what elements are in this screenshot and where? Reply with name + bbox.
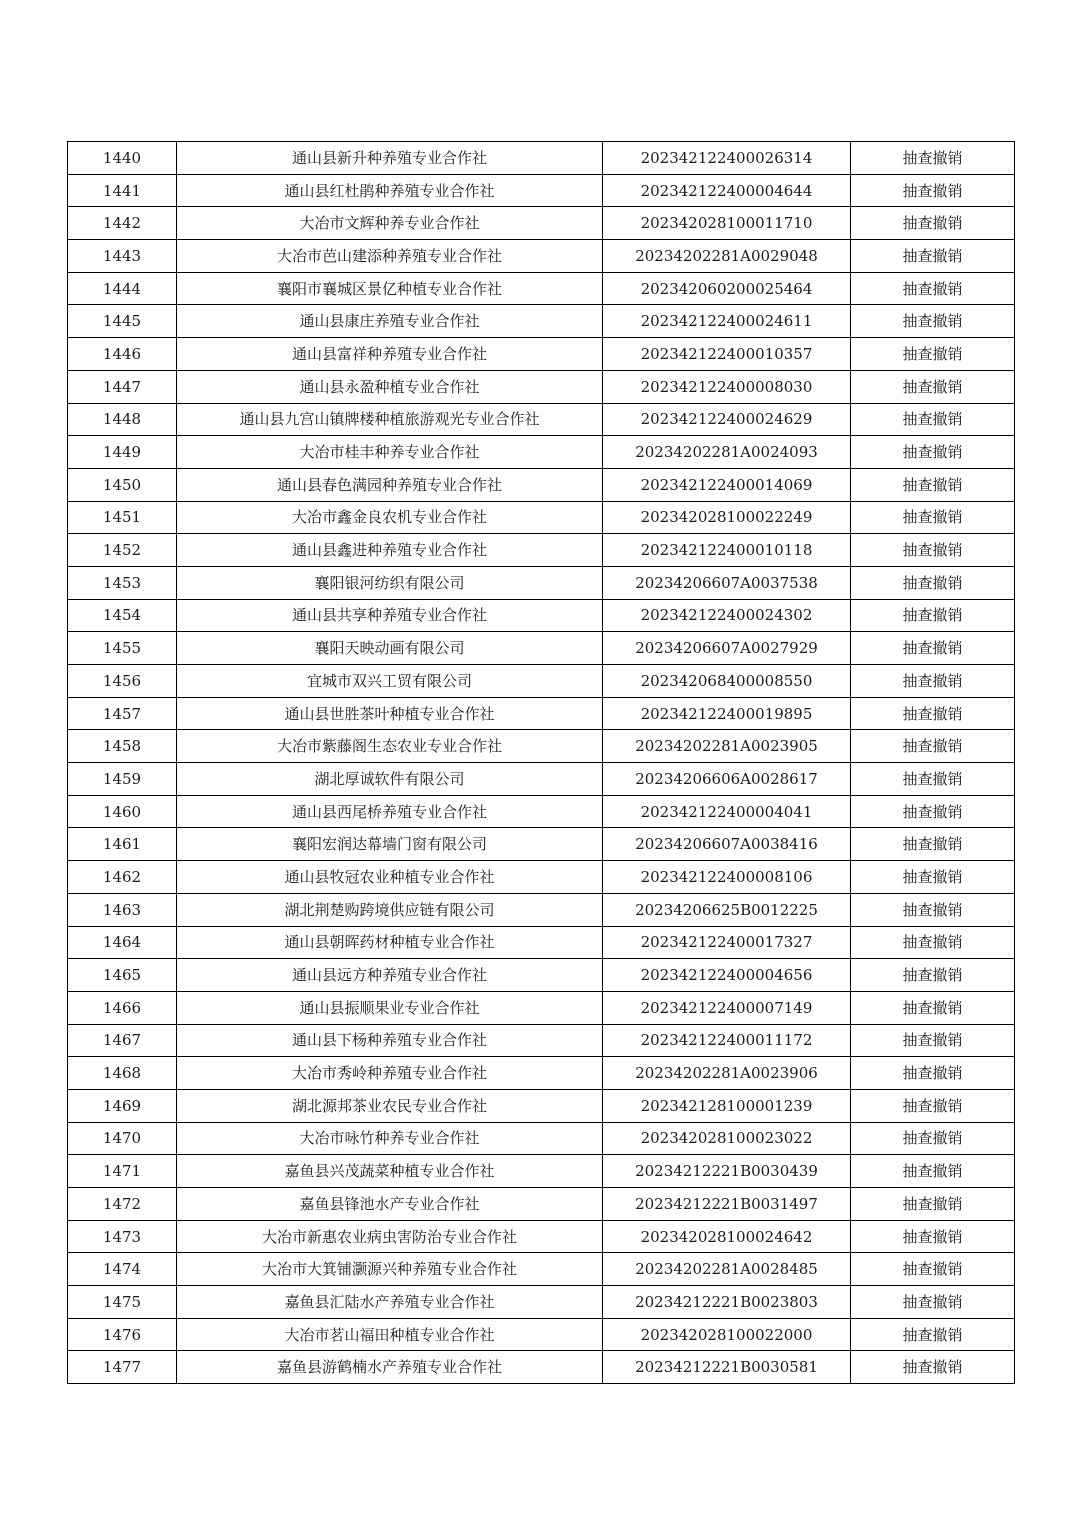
table-row (68, 828, 1015, 861)
entity-name-cell: 宜城市双兴工贸有限公司 (177, 665, 603, 698)
status-cell: 抽查撤销 (851, 763, 1015, 796)
entity-name-cell: 大冶市芭山建添种养殖专业合作社 (177, 240, 603, 273)
entity-name-cell: 通山县下杨种养殖专业合作社 (177, 1024, 603, 1057)
entity-name-cell: 大冶市紫藤阁生态农业专业合作社 (177, 730, 603, 763)
status-cell: 抽查撤销 (851, 697, 1015, 730)
entity-name-cell: 嘉鱼县兴茂蔬菜种植专业合作社 (177, 1155, 603, 1188)
registration-code-cell: 20234202281A0028485 (603, 1253, 851, 1286)
table-row (68, 436, 1015, 469)
row-number-cell: 1471 (68, 1155, 177, 1188)
row-number-cell: 1469 (68, 1089, 177, 1122)
registration-code-cell: 202342122400004644 (603, 174, 851, 207)
table-row (68, 1318, 1015, 1351)
entity-name-cell: 大冶市秀岭种养殖专业合作社 (177, 1057, 603, 1090)
status-cell: 抽查撤销 (851, 599, 1015, 632)
registration-code-cell: 202342122400017327 (603, 926, 851, 959)
entity-name-cell: 通山县新升种养殖专业合作社 (177, 142, 603, 175)
registration-code-cell: 20234202281A0024093 (603, 436, 851, 469)
entity-name-cell: 通山县振顺果业专业合作社 (177, 991, 603, 1024)
row-number-cell: 1462 (68, 861, 177, 894)
entity-name-cell: 大冶市文辉种养专业合作社 (177, 207, 603, 240)
row-number-cell: 1440 (68, 142, 177, 175)
status-cell: 抽查撤销 (851, 207, 1015, 240)
status-cell: 抽查撤销 (851, 1057, 1015, 1090)
status-cell: 抽查撤销 (851, 468, 1015, 501)
table-row (68, 240, 1015, 273)
entity-name-cell: 襄阳宏润达幕墙门窗有限公司 (177, 828, 603, 861)
table-row (68, 1057, 1015, 1090)
row-number-cell: 1448 (68, 403, 177, 436)
status-cell: 抽查撤销 (851, 1122, 1015, 1155)
registration-code-cell: 202342122400004041 (603, 795, 851, 828)
entity-name-cell: 湖北源邦茶业农民专业合作社 (177, 1089, 603, 1122)
table-row (68, 893, 1015, 926)
table-row (68, 1122, 1015, 1155)
status-cell: 抽查撤销 (851, 142, 1015, 175)
row-number-cell: 1466 (68, 991, 177, 1024)
registration-code-cell: 202342122400011172 (603, 1024, 851, 1057)
registration-code-cell: 20234212221B0023803 (603, 1286, 851, 1319)
status-cell: 抽查撤销 (851, 501, 1015, 534)
status-cell: 抽查撤销 (851, 338, 1015, 371)
row-number-cell: 1444 (68, 272, 177, 305)
entity-name-cell: 通山县牧冠农业种植专业合作社 (177, 861, 603, 894)
registration-code-cell: 202342128100001239 (603, 1089, 851, 1122)
table-row (68, 370, 1015, 403)
table-row (68, 697, 1015, 730)
registration-code-cell: 202342028100022000 (603, 1318, 851, 1351)
entity-name-cell: 通山县九宫山镇牌楼种植旅游观光专业合作社 (177, 403, 603, 436)
entity-name-cell: 湖北荆楚购跨境供应链有限公司 (177, 893, 603, 926)
status-cell: 抽查撤销 (851, 665, 1015, 698)
registration-code-cell: 202342122400014069 (603, 468, 851, 501)
status-cell: 抽查撤销 (851, 436, 1015, 469)
status-cell: 抽查撤销 (851, 1024, 1015, 1057)
registration-code-cell: 20234202281A0029048 (603, 240, 851, 273)
status-cell: 抽查撤销 (851, 828, 1015, 861)
row-number-cell: 1458 (68, 730, 177, 763)
records-table (67, 141, 1015, 1384)
registration-code-cell: 202342122400008030 (603, 370, 851, 403)
table-row (68, 1286, 1015, 1319)
registration-code-cell: 202342122400010357 (603, 338, 851, 371)
registration-code-cell: 202342028100022249 (603, 501, 851, 534)
status-cell: 抽查撤销 (851, 1253, 1015, 1286)
registration-code-cell: 202342068400008550 (603, 665, 851, 698)
entity-name-cell: 大冶市咏竹种养专业合作社 (177, 1122, 603, 1155)
row-number-cell: 1468 (68, 1057, 177, 1090)
status-cell: 抽查撤销 (851, 926, 1015, 959)
status-cell: 抽查撤销 (851, 893, 1015, 926)
registration-code-cell: 202342122400004656 (603, 959, 851, 992)
row-number-cell: 1467 (68, 1024, 177, 1057)
row-number-cell: 1455 (68, 632, 177, 665)
table-row (68, 1220, 1015, 1253)
table-row (68, 926, 1015, 959)
status-cell: 抽查撤销 (851, 959, 1015, 992)
row-number-cell: 1463 (68, 893, 177, 926)
status-cell: 抽查撤销 (851, 370, 1015, 403)
row-number-cell: 1460 (68, 795, 177, 828)
registration-code-cell: 202342122400008106 (603, 861, 851, 894)
status-cell: 抽查撤销 (851, 730, 1015, 763)
entity-name-cell: 湖北厚诚软件有限公司 (177, 763, 603, 796)
row-number-cell: 1447 (68, 370, 177, 403)
row-number-cell: 1474 (68, 1253, 177, 1286)
registration-code-cell: 20234206625B0012225 (603, 893, 851, 926)
table-row (68, 338, 1015, 371)
row-number-cell: 1449 (68, 436, 177, 469)
row-number-cell: 1445 (68, 305, 177, 338)
entity-name-cell: 襄阳天映动画有限公司 (177, 632, 603, 665)
status-cell: 抽查撤销 (851, 272, 1015, 305)
row-number-cell: 1473 (68, 1220, 177, 1253)
status-cell: 抽查撤销 (851, 1089, 1015, 1122)
entity-name-cell: 通山县永盈种植专业合作社 (177, 370, 603, 403)
registration-code-cell: 202342028100011710 (603, 207, 851, 240)
table-row (68, 730, 1015, 763)
entity-name-cell: 襄阳银河纺织有限公司 (177, 566, 603, 599)
row-number-cell: 1461 (68, 828, 177, 861)
table-row (68, 1253, 1015, 1286)
table-row (68, 599, 1015, 632)
status-cell: 抽查撤销 (851, 534, 1015, 567)
status-cell: 抽查撤销 (851, 305, 1015, 338)
row-number-cell: 1450 (68, 468, 177, 501)
entity-name-cell: 大冶市茗山福田种植专业合作社 (177, 1318, 603, 1351)
entity-name-cell: 通山县富祥种养殖专业合作社 (177, 338, 603, 371)
row-number-cell: 1476 (68, 1318, 177, 1351)
registration-code-cell: 20234206607A0027929 (603, 632, 851, 665)
status-cell: 抽查撤销 (851, 795, 1015, 828)
table-row (68, 1024, 1015, 1057)
status-cell: 抽查撤销 (851, 403, 1015, 436)
entity-name-cell: 通山县共享种养殖专业合作社 (177, 599, 603, 632)
status-cell: 抽查撤销 (851, 174, 1015, 207)
row-number-cell: 1452 (68, 534, 177, 567)
row-number-cell: 1464 (68, 926, 177, 959)
registration-code-cell: 20234212221B0031497 (603, 1188, 851, 1221)
status-cell: 抽查撤销 (851, 1318, 1015, 1351)
table-row (68, 468, 1015, 501)
row-number-cell: 1459 (68, 763, 177, 796)
entity-name-cell: 通山县朝晖药材种植专业合作社 (177, 926, 603, 959)
registration-code-cell: 202342122400024302 (603, 599, 851, 632)
registration-code-cell: 20234206606A0028617 (603, 763, 851, 796)
registration-code-cell: 20234202281A0023906 (603, 1057, 851, 1090)
table-row (68, 665, 1015, 698)
row-number-cell: 1470 (68, 1122, 177, 1155)
table-row (68, 861, 1015, 894)
row-number-cell: 1456 (68, 665, 177, 698)
entity-name-cell: 大冶市新惠农业病虫害防治专业合作社 (177, 1220, 603, 1253)
table-row (68, 403, 1015, 436)
status-cell: 抽查撤销 (851, 1286, 1015, 1319)
registration-code-cell: 20234206607A0038416 (603, 828, 851, 861)
status-cell: 抽查撤销 (851, 1188, 1015, 1221)
table-row (68, 632, 1015, 665)
row-number-cell: 1465 (68, 959, 177, 992)
registration-code-cell: 20234212221B0030439 (603, 1155, 851, 1188)
entity-name-cell: 嘉鱼县游鹤楠水产养殖专业合作社 (177, 1351, 603, 1384)
registration-code-cell: 202342122400010118 (603, 534, 851, 567)
table-row (68, 142, 1015, 175)
registration-code-cell: 20234202281A0023905 (603, 730, 851, 763)
table-row (68, 1155, 1015, 1188)
table-row (68, 959, 1015, 992)
row-number-cell: 1442 (68, 207, 177, 240)
records-body (68, 142, 1015, 1384)
registration-code-cell: 202342028100023022 (603, 1122, 851, 1155)
registration-code-cell: 202342028100024642 (603, 1220, 851, 1253)
entity-name-cell: 襄阳市襄城区景亿种植专业合作社 (177, 272, 603, 305)
entity-name-cell: 通山县春色满园种养殖专业合作社 (177, 468, 603, 501)
entity-name-cell: 通山县西尾桥养殖专业合作社 (177, 795, 603, 828)
row-number-cell: 1472 (68, 1188, 177, 1221)
table-row (68, 566, 1015, 599)
status-cell: 抽查撤销 (851, 1155, 1015, 1188)
entity-name-cell: 嘉鱼县锋池水产专业合作社 (177, 1188, 603, 1221)
entity-name-cell: 嘉鱼县汇陆水产养殖专业合作社 (177, 1286, 603, 1319)
entity-name-cell: 大冶市桂丰种养专业合作社 (177, 436, 603, 469)
table-row (68, 534, 1015, 567)
row-number-cell: 1457 (68, 697, 177, 730)
status-cell: 抽查撤销 (851, 861, 1015, 894)
registration-code-cell: 202342122400024629 (603, 403, 851, 436)
status-cell: 抽查撤销 (851, 632, 1015, 665)
table-row (68, 305, 1015, 338)
row-number-cell: 1477 (68, 1351, 177, 1384)
table-row (68, 174, 1015, 207)
row-number-cell: 1475 (68, 1286, 177, 1319)
table-row (68, 991, 1015, 1024)
table-row (68, 763, 1015, 796)
row-number-cell: 1454 (68, 599, 177, 632)
registration-code-cell: 202342122400024611 (603, 305, 851, 338)
status-cell: 抽查撤销 (851, 1351, 1015, 1384)
entity-name-cell: 大冶市大箕铺灏源兴种养殖专业合作社 (177, 1253, 603, 1286)
row-number-cell: 1443 (68, 240, 177, 273)
registration-code-cell: 20234206607A0037538 (603, 566, 851, 599)
entity-name-cell: 通山县鑫进种养殖专业合作社 (177, 534, 603, 567)
registration-code-cell: 20234212221B0030581 (603, 1351, 851, 1384)
row-number-cell: 1453 (68, 566, 177, 599)
table-row (68, 1188, 1015, 1221)
registration-code-cell: 202342060200025464 (603, 272, 851, 305)
entity-name-cell: 通山县世胜茶叶种植专业合作社 (177, 697, 603, 730)
table-row (68, 501, 1015, 534)
status-cell: 抽查撤销 (851, 240, 1015, 273)
registration-code-cell: 202342122400019895 (603, 697, 851, 730)
row-number-cell: 1446 (68, 338, 177, 371)
table-row (68, 795, 1015, 828)
entity-name-cell: 通山县远方种养殖专业合作社 (177, 959, 603, 992)
table-row (68, 272, 1015, 305)
entity-name-cell: 通山县康庄养殖专业合作社 (177, 305, 603, 338)
status-cell: 抽查撤销 (851, 1220, 1015, 1253)
table-row (68, 207, 1015, 240)
status-cell: 抽查撤销 (851, 566, 1015, 599)
row-number-cell: 1441 (68, 174, 177, 207)
table-row (68, 1351, 1015, 1384)
status-cell: 抽查撤销 (851, 991, 1015, 1024)
entity-name-cell: 大冶市鑫金良农机专业合作社 (177, 501, 603, 534)
row-number-cell: 1451 (68, 501, 177, 534)
registration-code-cell: 202342122400007149 (603, 991, 851, 1024)
registration-code-cell: 202342122400026314 (603, 142, 851, 175)
table-row (68, 1089, 1015, 1122)
entity-name-cell: 通山县红杜鹃种养殖专业合作社 (177, 174, 603, 207)
